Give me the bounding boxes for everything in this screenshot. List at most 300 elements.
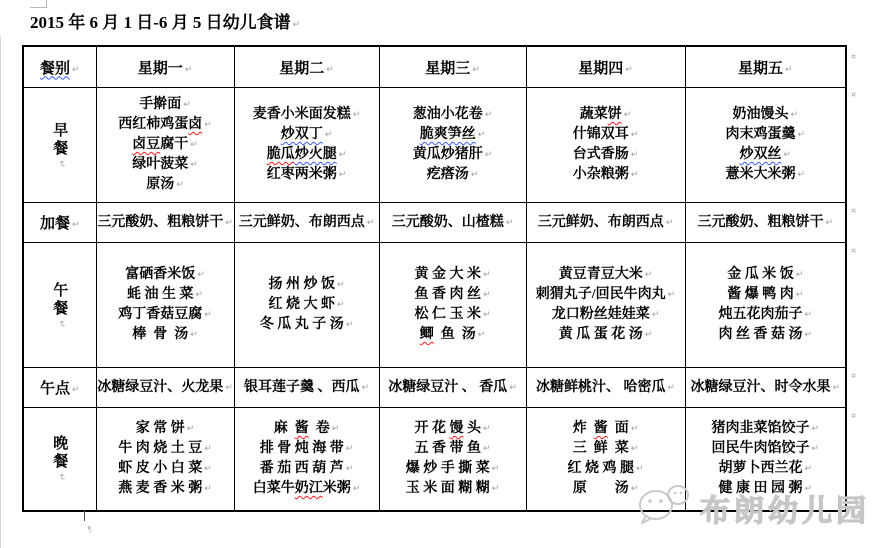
line-break-mark: ↵ bbox=[482, 290, 491, 300]
meal-text: 蔬菜 bbox=[579, 107, 608, 122]
line-break-mark: ↵ bbox=[338, 170, 347, 180]
meal-text: 三 鲜 菜 bbox=[572, 440, 629, 456]
line-break-mark: ↵ bbox=[804, 463, 813, 474]
meal-line bbox=[427, 165, 479, 185]
cell-breakfast-monday bbox=[96, 88, 234, 203]
watermark-text: 布朗幼儿园 bbox=[700, 493, 870, 529]
line-break-mark: ↵ bbox=[667, 382, 676, 393]
meal-line bbox=[281, 125, 333, 145]
meal-line bbox=[118, 459, 212, 479]
header-cell-friday bbox=[685, 46, 846, 88]
line-break-mark: ↵ bbox=[225, 382, 233, 393]
line-break-mark: ↵ bbox=[352, 110, 361, 120]
meal-text: 什锦双耳 bbox=[572, 127, 629, 142]
meal-text: 棒 骨 汤 bbox=[132, 327, 189, 342]
meal-text: 薏米大米粥 bbox=[725, 167, 796, 182]
meal-text: 绿叶菠菜 bbox=[132, 157, 189, 172]
meal-line bbox=[274, 419, 340, 439]
meal-text: 脆爽笋丝 bbox=[419, 127, 476, 142]
row-label-afternoon-snack bbox=[23, 368, 96, 408]
meal-text: 卤豆 bbox=[132, 137, 161, 152]
cell-afternoon-snack-tuesday bbox=[234, 368, 379, 408]
meal-text: 冰糖绿豆汁、火龙果 bbox=[97, 379, 224, 395]
end-of-row-mark: ¤ bbox=[851, 246, 857, 255]
cell-lunch-monday bbox=[96, 243, 234, 368]
meal-text: 饼 bbox=[607, 107, 622, 122]
row-afternoon-snack bbox=[23, 368, 846, 408]
meal-line bbox=[127, 285, 203, 305]
line-break-mark: ↵ bbox=[472, 64, 480, 75]
line-break-mark: ↵ bbox=[55, 319, 66, 328]
cell-breakfast-wednesday bbox=[379, 88, 526, 203]
meal-line bbox=[146, 175, 184, 195]
row-dinner bbox=[23, 408, 846, 511]
meal-text: 扬 州 炒 饭 bbox=[268, 277, 335, 292]
line-break-mark: ↵ bbox=[326, 64, 334, 75]
meal-text: 葱油小花卷 bbox=[412, 107, 483, 122]
cell-breakfast-tuesday bbox=[234, 88, 379, 203]
end-of-row-mark: ¤ bbox=[851, 206, 857, 215]
meal-line bbox=[413, 145, 493, 165]
text-boundary-mark bbox=[46, 0, 47, 8]
meal-line bbox=[727, 265, 803, 285]
header-row bbox=[23, 46, 846, 88]
meal-line bbox=[406, 459, 500, 479]
meal-line bbox=[118, 439, 212, 459]
end-of-row-mark: ¤ bbox=[851, 52, 857, 61]
header-cell-tuesday bbox=[234, 46, 379, 88]
meal-line bbox=[139, 95, 191, 115]
meal-text: 西红柿鸡蛋 bbox=[118, 117, 189, 132]
menu-table bbox=[22, 45, 847, 512]
header-cell-monday bbox=[96, 46, 234, 88]
cell-afternoon-snack-thursday bbox=[526, 368, 685, 408]
line-break-mark: ↵ bbox=[783, 150, 792, 160]
meal-text: 炸 bbox=[572, 420, 594, 436]
meal-text: 手擀面 bbox=[139, 97, 182, 112]
meal-text: 原汤 bbox=[146, 177, 175, 192]
meal-text: 回民牛肉馅饺子 bbox=[711, 440, 810, 456]
line-break-mark: ↵ bbox=[630, 130, 639, 140]
line-break-mark: ↵ bbox=[651, 310, 660, 320]
meal-text: 冰糖绿豆汁、时令水果 bbox=[690, 379, 831, 395]
meal-line bbox=[727, 285, 803, 305]
line-break-mark: ↵ bbox=[484, 150, 493, 160]
line-break-mark: ↵ bbox=[644, 330, 653, 340]
meal-line bbox=[697, 213, 833, 233]
row-label-breakfast bbox=[23, 88, 96, 203]
line-break-mark: ↵ bbox=[55, 473, 66, 482]
meal-text: 三元酸奶、山楂糕 bbox=[391, 214, 504, 230]
meal-line bbox=[392, 213, 514, 233]
meal-text: 头 bbox=[463, 420, 481, 436]
line-break-mark: ↵ bbox=[477, 130, 486, 140]
meal-text: 鲫 bbox=[419, 327, 434, 342]
meal-text: 黄豆青豆大米 bbox=[558, 267, 643, 282]
line-break-mark: ↵ bbox=[197, 270, 205, 280]
row-lunch bbox=[23, 243, 846, 368]
meal-line bbox=[267, 165, 347, 185]
line-break-mark: ↵ bbox=[71, 64, 80, 75]
cell-dinner-tuesday bbox=[234, 408, 379, 511]
meal-text: 白菜牛 bbox=[252, 480, 295, 496]
cell-afternoon-snack-wednesday bbox=[379, 368, 526, 408]
meal-line bbox=[414, 419, 490, 439]
meal-line bbox=[559, 265, 653, 285]
meal-text: 肉 丝 香 菇 汤 bbox=[718, 327, 803, 342]
row-label-dinner bbox=[23, 408, 96, 511]
meal-text: 红 烧 鸡 腿 bbox=[567, 460, 634, 476]
document-title bbox=[30, 8, 300, 33]
meal-line bbox=[732, 105, 798, 125]
header-label: 星期二 bbox=[279, 60, 325, 77]
line-break-mark: ↵ bbox=[630, 443, 639, 454]
meal-text: 蚝 油 生 菜 bbox=[126, 287, 194, 302]
meal-line bbox=[552, 305, 660, 325]
meal-line bbox=[739, 145, 791, 165]
meal-text: 小杂粮粥 bbox=[572, 167, 629, 182]
meal-line bbox=[268, 295, 344, 315]
line-break-mark: ↵ bbox=[630, 483, 639, 494]
meal-text: 三元鲜奶、布朗西点 bbox=[537, 214, 664, 230]
meal-text: 奶油馒头 bbox=[732, 107, 789, 122]
meal-text: 牛 肉 烧 土 豆 bbox=[118, 440, 203, 456]
meal-line bbox=[132, 135, 198, 155]
cell-morning-snack-friday bbox=[685, 203, 846, 243]
line-break-mark: ↵ bbox=[482, 270, 491, 280]
cell-lunch-friday bbox=[685, 243, 846, 368]
meal-text: 脆瓜 bbox=[266, 147, 295, 162]
text-cursor-mark bbox=[84, 510, 85, 521]
cell-lunch-wednesday bbox=[379, 243, 526, 368]
meal-line bbox=[711, 419, 819, 439]
meal-text: 开 花 bbox=[414, 420, 450, 436]
cell-dinner-thursday bbox=[526, 408, 685, 511]
line-break-mark: ↵ bbox=[345, 463, 354, 474]
line-break-mark: ↵ bbox=[190, 330, 198, 340]
line-break-mark: ↵ bbox=[336, 280, 345, 290]
meal-text: 馒 bbox=[449, 420, 464, 436]
line-break-mark: ↵ bbox=[366, 217, 375, 228]
meal-text: 红 烧 大 虾 bbox=[268, 297, 335, 312]
meal-line bbox=[536, 378, 675, 398]
line-break-mark: ↵ bbox=[630, 423, 639, 434]
line-break-mark: ↵ bbox=[176, 180, 184, 190]
line-break-mark: ↵ bbox=[797, 130, 806, 140]
meal-text: 银耳莲子羹 、西瓜 bbox=[243, 379, 360, 395]
meal-text: 肉末鸡蛋羹 bbox=[725, 127, 796, 142]
line-break-mark: ↵ bbox=[825, 217, 834, 228]
meal-line bbox=[573, 479, 639, 499]
cell-morning-snack-monday bbox=[96, 203, 234, 243]
meal-line bbox=[118, 115, 212, 135]
meal-text: 富硒香米饭 bbox=[125, 267, 196, 282]
meal-line bbox=[420, 325, 486, 345]
line-break-mark: ↵ bbox=[832, 382, 841, 393]
end-of-row-mark: ¤ bbox=[851, 411, 857, 420]
meal-text: 黄 瓜 蛋 花 汤 bbox=[558, 327, 643, 342]
meal-line bbox=[136, 419, 195, 439]
meal-text: 酱 bbox=[593, 420, 608, 436]
meal-text: 卤 bbox=[188, 117, 203, 132]
meal-text: 家 常 饼 bbox=[135, 420, 185, 436]
line-break-mark: ↵ bbox=[324, 130, 333, 140]
meal-text: 米粥 bbox=[322, 480, 351, 496]
meal-line bbox=[414, 439, 490, 459]
paragraph-mark: ¶ bbox=[87, 525, 93, 534]
header-cell-wednesday bbox=[379, 46, 526, 88]
cell-dinner-friday bbox=[685, 408, 846, 511]
meal-text: 冰糖绿豆汁 、 香瓜 bbox=[388, 379, 508, 395]
meal-line bbox=[690, 378, 840, 398]
line-break-mark: ↵ bbox=[345, 320, 354, 330]
meal-line bbox=[239, 213, 375, 233]
meal-text: 面 bbox=[607, 420, 629, 436]
meal-text: 鱼 汤 bbox=[433, 327, 476, 342]
line-break-mark: ↵ bbox=[795, 290, 804, 300]
meal-line bbox=[414, 285, 490, 305]
line-break-mark: ↵ bbox=[491, 463, 500, 474]
cell-morning-snack-wednesday bbox=[379, 203, 526, 243]
line-break-mark: ↵ bbox=[630, 170, 639, 180]
line-break-mark: ↵ bbox=[331, 423, 340, 434]
meal-text: 炖五花肉茄子 bbox=[718, 307, 803, 322]
row-label-text: 晚餐 bbox=[51, 435, 68, 472]
meal-text: 健 康 田 园 粥 bbox=[718, 480, 803, 496]
meal-line bbox=[132, 155, 198, 175]
meal-line bbox=[413, 105, 493, 125]
meal-line bbox=[267, 145, 347, 165]
line-break-mark: ↵ bbox=[804, 310, 813, 320]
meal-text: 排 骨 炖 海 带 bbox=[259, 440, 344, 456]
line-break-mark: ↵ bbox=[484, 110, 493, 120]
meal-line bbox=[567, 459, 643, 479]
meal-line bbox=[725, 125, 805, 145]
meal-text: 爆 炒 手 撕 菜 bbox=[405, 460, 490, 476]
header-label: 星期三 bbox=[425, 60, 471, 77]
meal-line bbox=[260, 439, 354, 459]
line-break-mark: ↵ bbox=[361, 382, 370, 393]
meal-line bbox=[118, 305, 212, 325]
meal-line bbox=[718, 479, 812, 499]
row-breakfast bbox=[23, 88, 846, 203]
cell-morning-snack-thursday bbox=[526, 203, 685, 243]
meal-line bbox=[406, 479, 500, 499]
line-break-mark: ↵ bbox=[509, 382, 517, 393]
meal-line bbox=[125, 265, 205, 285]
row-label-text: 早餐 bbox=[51, 121, 68, 158]
line-break-mark: ↵ bbox=[225, 217, 233, 228]
line-break-mark: ↵ bbox=[811, 443, 820, 454]
meal-line bbox=[414, 305, 490, 325]
line-break-mark: ↵ bbox=[204, 483, 212, 494]
line-break-mark: ↵ bbox=[482, 443, 491, 454]
meal-line bbox=[536, 285, 675, 305]
header-cell-meal-type bbox=[23, 46, 96, 88]
line-break-mark: ↵ bbox=[195, 290, 204, 300]
meal-line bbox=[414, 265, 490, 285]
row-label-text: 午点 bbox=[39, 381, 70, 397]
line-break-mark: ↵ bbox=[665, 217, 674, 228]
meal-line bbox=[260, 315, 354, 335]
meal-line bbox=[253, 479, 361, 499]
header-cell-thursday bbox=[526, 46, 685, 88]
header-label: 餐别 bbox=[39, 60, 70, 77]
meal-text: 金 瓜 米 饭 bbox=[727, 267, 794, 282]
line-break-mark: ↵ bbox=[635, 463, 644, 474]
meal-line bbox=[711, 439, 819, 459]
meal-text: 黄瓜炒猪肝 bbox=[412, 147, 483, 162]
meal-line bbox=[538, 213, 674, 233]
header-label: 星期四 bbox=[578, 60, 624, 77]
line-break-mark: ↵ bbox=[470, 170, 479, 180]
meal-text: 炒双丝 bbox=[739, 147, 782, 162]
meal-text: 龙口粉丝娃娃菜 bbox=[551, 307, 650, 322]
meal-text: 冰糖鲜桃汁、 哈密瓜 bbox=[535, 379, 666, 395]
meal-line bbox=[718, 305, 812, 325]
meal-text: 炒双丁 bbox=[280, 127, 323, 142]
meal-text: 原 汤 bbox=[572, 480, 629, 496]
meal-text: 酱 爆 鸭 肉 bbox=[727, 287, 794, 302]
meal-text: 番 茄 西 葫 芦 bbox=[259, 460, 344, 476]
meal-text: 疙瘩汤 bbox=[426, 167, 469, 182]
line-break-mark: ↵ bbox=[804, 483, 813, 494]
meal-line bbox=[97, 213, 233, 233]
line-break-mark: ↵ bbox=[644, 270, 653, 280]
meal-line bbox=[580, 105, 632, 125]
line-break-mark: ↵ bbox=[811, 423, 820, 434]
meal-text: 冬 瓜 丸 子 汤 bbox=[259, 317, 344, 332]
meal-text: 三元酸奶、粗粮饼干 bbox=[697, 214, 824, 230]
line-break-mark: ↵ bbox=[204, 443, 212, 454]
line-break-mark: ↵ bbox=[797, 170, 806, 180]
meal-line bbox=[420, 125, 486, 145]
meal-line bbox=[260, 459, 354, 479]
line-break-mark: ↵ bbox=[186, 423, 195, 434]
line-break-mark: ↵ bbox=[292, 20, 301, 30]
cell-lunch-tuesday bbox=[234, 243, 379, 368]
row-label-morning-snack bbox=[23, 203, 96, 243]
meal-text: 燕 麦 香 米 粥 bbox=[118, 480, 203, 496]
cell-breakfast-friday bbox=[685, 88, 846, 203]
meal-text: 猪肉韭菜馅饺子 bbox=[711, 420, 810, 436]
cell-breakfast-thursday bbox=[526, 88, 685, 203]
meal-line bbox=[573, 145, 639, 165]
meal-line bbox=[718, 459, 812, 479]
meal-line bbox=[718, 325, 812, 345]
row-label-lunch bbox=[23, 243, 96, 368]
cell-afternoon-snack-friday bbox=[685, 368, 846, 408]
line-break-mark: ↵ bbox=[204, 310, 212, 320]
meal-text: 酱 bbox=[294, 420, 309, 436]
cell-lunch-thursday bbox=[526, 243, 685, 368]
line-break-mark: ↵ bbox=[505, 217, 514, 228]
end-of-row-mark: ¤ bbox=[851, 90, 857, 99]
line-break-mark: ↵ bbox=[345, 443, 354, 454]
line-break-mark: ↵ bbox=[491, 483, 500, 494]
meal-text: 台式香肠 bbox=[572, 147, 629, 162]
line-break-mark: ↵ bbox=[784, 64, 793, 75]
meal-line bbox=[97, 378, 233, 398]
meal-line bbox=[118, 479, 212, 499]
meal-text: 胡萝卜西兰花 bbox=[718, 460, 803, 476]
page-edge-line bbox=[0, 36, 1, 548]
row-morning-snack bbox=[23, 203, 846, 243]
cell-afternoon-snack-monday bbox=[96, 368, 234, 408]
meal-text: 麻 bbox=[273, 420, 295, 436]
line-break-mark: ↵ bbox=[795, 270, 804, 280]
line-break-mark: ↵ bbox=[482, 310, 491, 320]
header-label: 星期一 bbox=[137, 60, 183, 77]
line-break-mark: ↵ bbox=[477, 330, 486, 340]
cell-dinner-wednesday bbox=[379, 408, 526, 511]
meal-line bbox=[388, 378, 517, 398]
line-break-mark: ↵ bbox=[630, 150, 639, 160]
meal-line bbox=[573, 439, 639, 459]
meal-text: 红枣两米粥 bbox=[266, 167, 337, 182]
meal-line bbox=[725, 165, 805, 185]
line-break-mark: ↵ bbox=[190, 140, 198, 150]
line-break-mark: ↵ bbox=[790, 110, 799, 120]
line-break-mark: ↵ bbox=[184, 64, 193, 75]
row-label-text: 加餐 bbox=[39, 216, 70, 232]
line-break-mark: ↵ bbox=[190, 160, 198, 170]
line-break-mark: ↵ bbox=[336, 300, 345, 310]
meal-text: 腐干 bbox=[160, 137, 189, 152]
line-break-mark: ↵ bbox=[804, 330, 813, 340]
end-of-row-mark: ¤ bbox=[851, 371, 857, 380]
header-label: 星期五 bbox=[737, 60, 783, 77]
meal-text: 松 仁 玉 米 bbox=[414, 307, 481, 322]
line-break-mark: ↵ bbox=[71, 220, 80, 230]
document-title-text: 2015 年 6 月 1 日-6 月 5 日幼儿食谱 bbox=[30, 13, 291, 32]
line-break-mark: ↵ bbox=[55, 159, 66, 168]
meal-text: 玉 米 面 糊 糊 bbox=[405, 480, 490, 496]
meal-line bbox=[253, 105, 361, 125]
meal-text: 三元酸奶、粗粮饼干 bbox=[97, 214, 224, 230]
meal-text: 鱼 香 肉 丝 bbox=[414, 287, 481, 302]
line-break-mark: ↵ bbox=[482, 423, 491, 434]
cell-dinner-monday bbox=[96, 408, 234, 511]
line-break-mark: ↵ bbox=[352, 483, 361, 494]
row-label-text: 午餐 bbox=[51, 281, 68, 318]
meal-line bbox=[559, 325, 653, 345]
line-break-mark: ↵ bbox=[667, 290, 676, 300]
cell-morning-snack-tuesday bbox=[234, 203, 379, 243]
meal-text: 刺猬丸子/回民牛肉丸 bbox=[535, 287, 666, 302]
line-break-mark: ↵ bbox=[338, 150, 347, 160]
meal-line bbox=[573, 419, 639, 439]
meal-text: 卷 bbox=[308, 420, 330, 436]
meal-text: 炒火腿 bbox=[294, 147, 337, 162]
meal-line bbox=[132, 325, 198, 345]
meal-line bbox=[573, 165, 639, 185]
line-break-mark: ↵ bbox=[71, 385, 80, 395]
meal-text: 麦香小米面发糕 bbox=[252, 107, 351, 122]
meal-line bbox=[268, 275, 344, 295]
meal-line bbox=[573, 125, 639, 145]
meal-text: 虾 皮 小 白 菜 bbox=[118, 460, 203, 476]
line-break-mark: ↵ bbox=[623, 110, 632, 120]
meal-text: 黄 金 大 米 bbox=[414, 267, 481, 282]
line-break-mark: ↵ bbox=[204, 463, 212, 474]
meal-text: 三元鲜奶、布朗西点 bbox=[238, 214, 365, 230]
meal-text: 鸡丁香菇豆腐 bbox=[118, 307, 203, 322]
line-break-mark: ↵ bbox=[204, 120, 212, 130]
meal-line bbox=[244, 378, 369, 398]
line-break-mark: ↵ bbox=[183, 100, 191, 110]
meal-text: 奶江 bbox=[294, 480, 323, 496]
